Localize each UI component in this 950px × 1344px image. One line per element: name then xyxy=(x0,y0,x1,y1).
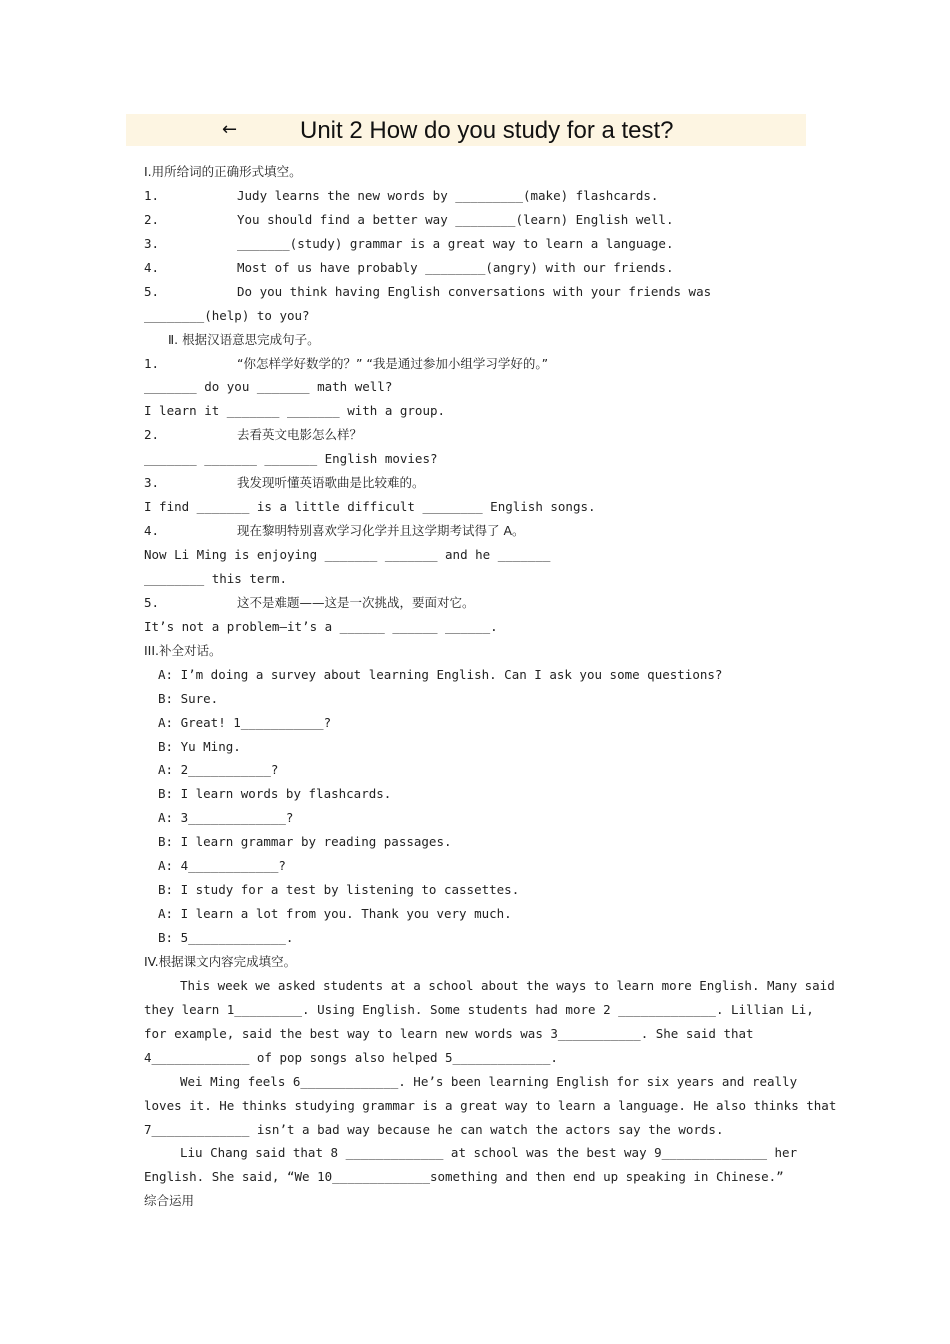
dialogue-line: A: 4____________? xyxy=(158,858,286,874)
dialogue-line: B: I learn grammar by reading passages. xyxy=(158,834,452,850)
passage-line: Liu Chang said that 8 _____________ at school was the best way 9______________ her xyxy=(180,1145,798,1161)
dialogue-line: B: Sure. xyxy=(158,690,219,706)
section-2-heading: Ⅱ. 根据汉语意思完成句子。 xyxy=(168,331,320,347)
passage-line: loves it. He thinks studying grammar is a great way to learn a language. He also thinks that xyxy=(144,1097,837,1113)
dialogue-line: A: I’m doing a survey about learning English. Can I ask you some questions? xyxy=(158,666,723,682)
section-1-heading: Ⅰ.用所给词的正确形式填空。 xyxy=(144,164,302,179)
passage-line: This week we asked students at a school about the ways to learn more English. Many said xyxy=(180,977,835,993)
translation-prompt: 4. 现在黎明特别喜欢学习化学并且这学期考试得了 A。 xyxy=(144,523,525,539)
translation-prompt: 3. 我发现听懂英语歌曲是比较难的。 xyxy=(144,475,425,491)
passage-line: Wei Ming feels 6_____________. He’s been learning English for six years and really xyxy=(180,1073,798,1089)
return-arrow-icon: ← xyxy=(222,119,238,140)
translation-prompt: 2. 去看英文电影怎么样？ xyxy=(144,427,363,443)
passage-line: 4_____________ of pop songs also helped 5_____________. xyxy=(144,1049,558,1065)
page-title: Unit 2 How do you study for a test? xyxy=(300,117,674,144)
exercise-item: 5. Do you think having English conversations with your friends was xyxy=(144,283,712,299)
exercise-item: 4. Most of us have probably ________(angry) with our friends. xyxy=(144,259,674,275)
translation-answer-line: It’s not a problem—it’s a ______ ______ ______. xyxy=(144,618,498,634)
dialogue-line: B: I study for a test by listening to cassettes. xyxy=(158,882,520,898)
translation-answer-line: I find _______ is a little difficult ________ English songs. xyxy=(144,499,596,515)
exercise-item-continuation: ________(help) to you? xyxy=(144,307,310,323)
translation-answer-line: ________ this term. xyxy=(144,570,287,586)
dialogue-line: A: 3_____________? xyxy=(158,810,294,826)
section-3-heading: III.补全对话。 xyxy=(144,642,222,658)
exercise-item: 1. Judy learns the new words by _________(make) flashcards. xyxy=(144,187,659,203)
translation-prompt: 1. “你怎样学好数学的？” “我是通过参加小组学习学好的。” xyxy=(144,355,549,371)
translation-answer-line: Now Li Ming is enjoying _______ _______ and he _______ xyxy=(144,547,551,562)
translation-answer-line: _______ do you _______ math well? xyxy=(144,379,393,395)
dialogue-line: B: I learn words by flashcards. xyxy=(158,786,392,802)
dialogue-line: A: 2___________? xyxy=(158,762,279,778)
passage-line: English. She said, “We 10_____________something and then end up speaking in Chinese.” xyxy=(144,1169,784,1185)
translation-answer-line: I learn it _______ _______ with a group. xyxy=(144,403,446,419)
dialogue-line: B: 5_____________. xyxy=(158,930,294,945)
worksheet-body xyxy=(144,160,837,1213)
translation-answer-line: _______ _______ _______ English movies? xyxy=(144,451,438,467)
passage-line: 7_____________ isn’t a bad way because he can watch the actors say the words. xyxy=(144,1121,724,1137)
passage-line: they learn 1_________. Using English. Some students had more 2 _____________. Lillian Li, xyxy=(144,1001,814,1017)
passage-line: for example, said the best way to learn new words was 3___________. She said that xyxy=(144,1025,754,1041)
dialogue-line: B: Yu Ming. xyxy=(158,738,241,754)
exercise-item: 2. You should find a better way ________(learn) English well. xyxy=(144,211,674,227)
dialogue-line: A: I learn a lot from you. Thank you very much. xyxy=(158,906,512,922)
exercise-item: 3. _______(study) grammar is a great way to learn a language. xyxy=(144,235,674,251)
translation-prompt: 5. 这不是难题——这是一次挑战，要面对它。 xyxy=(144,594,475,610)
section-4-heading: IV.根据课文内容完成填空。 xyxy=(144,953,297,969)
dialogue-line: A: Great! 1___________? xyxy=(158,714,332,730)
footer-label: 综合运用 xyxy=(144,1193,195,1209)
